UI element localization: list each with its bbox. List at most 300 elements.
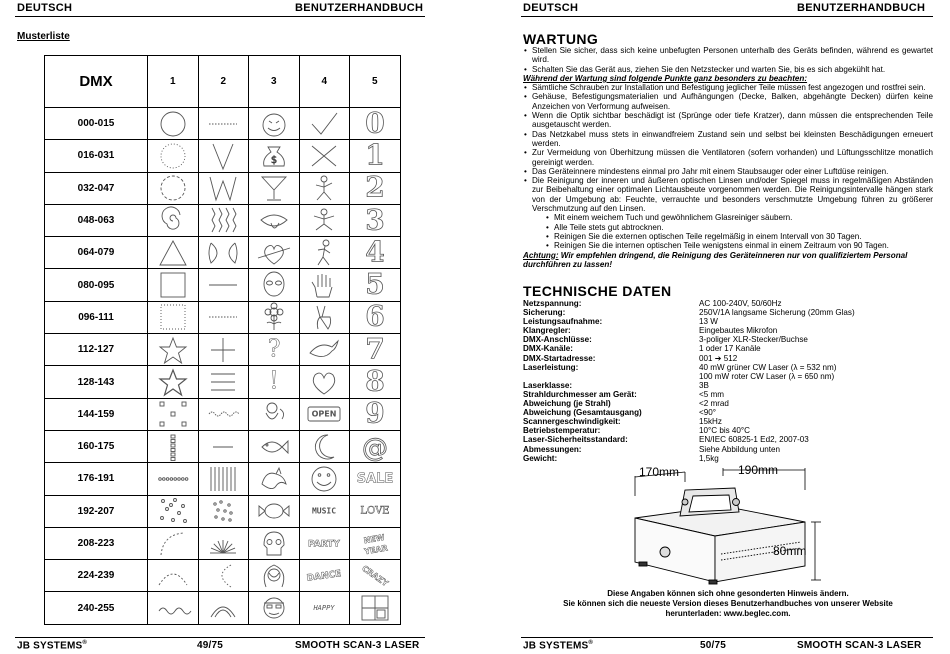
sub-list-item: • Mit einem weichem Tuch und gewöhnlichem Glasreiniger säubern. [523,213,933,222]
dmx-range: 240-255 [45,592,148,624]
pattern-cell [350,527,401,559]
scattered-dots-icon [153,496,193,526]
pattern-cell [299,108,350,140]
left-footer-product: SMOOTH SCAN-3 LASER [295,640,420,651]
pattern-cell [249,430,300,462]
svg-text:3: 3 [365,205,385,236]
svg-text:CRAZY: CRAZY [359,563,390,589]
pattern-cell [299,592,350,624]
spec-value: Siehe Abbildung unten [699,444,781,454]
horizontal-line-icon [203,270,243,300]
hand-icon [304,270,344,300]
note-text: Wir empfehlen dringend, die Reinigung des Geräteinneren nur von qualifiziertem Personal durchführen zu lassen! [523,250,908,269]
pattern-cell [198,366,249,398]
arc-dots-icon [153,529,193,559]
spec-value: 40 mW grüner CW Laser (λ = 532 nm) [699,362,837,372]
spec-row [523,417,939,426]
pattern-cell [350,560,401,592]
sale-text-icon [355,464,395,494]
pattern-cell [198,463,249,495]
pattern-cell [148,301,199,333]
spec-value: 3B [699,380,709,390]
pattern-cell [299,463,350,495]
question-mark-icon [254,335,294,365]
pattern-cell [249,301,300,333]
dmx-range: 224-239 [45,560,148,592]
dmx-range: 192-207 [45,495,148,527]
pattern-cell [148,560,199,592]
pattern-cell [249,334,300,366]
parallel-lines-icon [203,367,243,397]
digit-3-icon [355,206,395,236]
table-row [45,560,401,592]
list-item: • Das Geräteinnere mindestens einmal pro Jahr mit einem Staubsauger oder einer Luftdüse reinigen. [523,167,933,176]
list-item: • Wenn die Optik sichtbar beschädigt ist (Sprünge oder tiefe Kratzer), dann müssen die entsprechenden Teile ausgetauscht werden. [523,111,933,130]
spec-row [523,354,939,363]
pattern-cell [148,237,199,269]
arc-lines-icon [203,593,243,623]
footnote [523,589,933,619]
crescent-moon-icon [304,432,344,462]
svg-text:5: 5 [365,270,385,301]
pattern-cell [299,398,350,430]
svg-text:6: 6 [365,302,385,333]
wartung-subhead: Während der Wartung sind folgende Punkte ganz besonders zu beachten: [523,73,808,83]
pattern-cell [350,334,401,366]
wartung-list [523,46,933,269]
spec-key: DMX-Kanäle: [523,344,573,354]
table-row [45,140,401,172]
spec-row [523,344,939,353]
pattern-cell [249,398,300,430]
party-text-icon [304,529,344,559]
pattern-cell [148,108,199,140]
heart-arrow-icon [254,238,294,268]
spec-list [523,299,939,463]
cross-icon [203,335,243,365]
spec-value: <2 mrad [699,399,729,409]
zigzag-lines-icon [203,206,243,236]
digit-2-icon [355,173,395,203]
pattern-cell [299,269,350,301]
sub-list-item: • Reinigen Sie die externen optischen Teile regelmäßig in einem Intervall von 30 Tagen. [523,232,933,241]
spec-key: Abweichung (Gesamtausgang) [523,408,642,418]
pattern-cell [198,269,249,301]
vertical-dots-icon [153,432,193,462]
wartung-note [523,251,933,270]
digit-8-icon [355,367,395,397]
pattern-cell [299,334,350,366]
dot-arc-icon [203,561,243,591]
woman-face-icon [254,561,294,591]
pattern-cell [299,495,350,527]
digit-4-icon [355,238,395,268]
spec-row [523,308,939,317]
left-footer-brand: JB SYSTEMS® [17,640,87,652]
svg-text:9: 9 [365,399,385,430]
stick-figure-icon [304,173,344,203]
spec-row [523,426,939,435]
spec-value: 1 oder 17 Kanäle [699,344,761,354]
martini-glass-icon [254,173,294,203]
wartung-title: WARTUNG [523,31,599,47]
star-icon [153,335,193,365]
spec-value: EN/IEC 60825-1 Ed2, 2007-03 [699,435,809,445]
list-item: • Schalten Sie das Gerät aus, ziehen Sie den Netzstecker und warten Sie, bis es sich abgekühlt hat. [523,65,933,74]
pattern-cell [148,366,199,398]
pattern-cell [249,237,300,269]
pattern-cell [148,463,199,495]
digit-1-icon [355,141,395,171]
spec-value: 100 mW roter CW Laser (λ = 650 nm) [699,371,835,381]
spec-key: Sicherung: [523,308,566,318]
svg-text:2: 2 [365,173,385,204]
left-header-lang: DEUTSCH [17,2,73,14]
pattern-cell [350,366,401,398]
spec-value: 13 W [699,317,718,327]
table-row [45,269,401,301]
pattern-cell [350,430,401,462]
crazy-text-icon [355,561,395,591]
pattern-table [44,55,401,625]
spec-value: 250V/1A langsame Sicherung (20mm Glas) [699,308,855,318]
pumpkin-face-icon [254,109,294,139]
wave-line-icon [203,399,243,429]
spec-value: 3-poliger XLR-Stecker/Buchse [699,335,808,345]
triangle-icon [153,238,193,268]
right-header-title: BENUTZERHANDBUCH [797,2,926,14]
dmx-range: 112-127 [45,334,148,366]
dove-icon [304,335,344,365]
pattern-cell [249,204,300,236]
spec-key: Scannergeschwindigkeit: [523,417,621,427]
spec-row [523,363,939,372]
spec-row [523,445,939,454]
spec-key: DMX-Startadresse: [523,353,596,363]
happy-text-icon [304,593,344,623]
spec-row [523,335,939,344]
spec-row [523,381,939,390]
table-row [45,204,401,236]
right-footer-brand: JB SYSTEMS® [523,640,593,652]
right-footer-page: 50/75 [700,640,727,651]
table-row [45,430,401,462]
svg-text:7: 7 [365,334,385,365]
spec-key: Betriebstemperatur: [523,426,601,436]
dmx-range: 032-047 [45,172,148,204]
svg-text:HAPPY: HAPPY [313,604,335,613]
dmx-range: 000-015 [45,108,148,140]
burst-icon [203,529,243,559]
svg-text:?: ? [267,334,281,363]
pattern-cell [249,269,300,301]
pattern-cell [198,495,249,527]
spec-row [523,399,939,408]
new-year-text-icon [355,529,395,559]
svg-text:DANCE: DANCE [306,568,343,584]
spec-key: Laserleistung: [523,362,579,372]
spec-row [523,390,939,399]
wave-icon [153,593,193,623]
list-item: • Sämtliche Schrauben zur Installation und Befestigung jeglicher Teile müssen fest angezogen und rostfrei sein. [523,83,933,92]
note-label: Achtung: [523,250,559,260]
spec-value: Eingebautes Mikrofon [699,326,778,336]
svg-text:$: $ [270,154,277,166]
dot-cluster-icon [203,496,243,526]
v-shape-icon [203,141,243,171]
col-header: 3 [249,56,300,108]
pattern-cell [148,204,199,236]
pattern-cell [148,334,199,366]
pattern-cell [249,495,300,527]
pattern-cell [198,108,249,140]
laser-unit-drawing [635,488,805,584]
pattern-cell [299,366,350,398]
alien-face-icon [254,270,294,300]
open-sign-icon [304,399,344,429]
short-line-icon [203,432,243,462]
lips-tongue-icon [254,206,294,236]
pattern-cell [148,527,199,559]
sub-list-item: • Alle Teile stets gut abtrocknen. [523,223,933,232]
music-text-icon [304,496,344,526]
flower-icon [254,302,294,332]
fish-icon [254,432,294,462]
table-header-row [45,56,401,108]
svg-text:@: @ [361,433,388,462]
spec-value: 10°C bis 40°C [699,426,751,436]
spec-row [523,435,939,444]
list-item: • Zur Vermeidung von Überhitzung müssen die Ventilatoren (sofern vorhanden) und Lüftungsschlitze monatlich gereinigt werden. [523,148,933,167]
table-row [45,237,401,269]
pattern-cell [350,463,401,495]
spec-value: <5 mm [699,389,724,399]
svg-text:NEW: NEW [362,532,385,545]
pattern-cell [299,172,350,204]
dmx-range: 016-031 [45,140,148,172]
table-row [45,495,401,527]
vertical-lines-icon [203,464,243,494]
svg-text:LOVE: LOVE [360,505,390,517]
sub-list-item: • Reinigen Sie die internen optischen Teile wenigstens einmal in einem Zeitraum von 90 Tagen. [523,241,933,250]
pattern-cell [350,301,401,333]
pattern-cell [249,172,300,204]
pattern-cell [299,204,350,236]
left-footer-rule [15,637,425,638]
dmx-range: 080-095 [45,269,148,301]
footnote-line: herunterladen: www.beglec.com. [665,609,791,618]
pattern-cell [198,398,249,430]
dmx-range: 128-143 [45,366,148,398]
dmx-range: 048-063 [45,204,148,236]
dragon-icon [254,464,294,494]
pattern-cell [249,560,300,592]
list-item: • Das Netzkabel muss stets in einwandfreiem Zustand sein und selbst bei kleinsten Beschädigungen erneuert werden. [523,130,933,149]
svg-text:1: 1 [365,140,385,171]
spec-row [523,299,939,308]
pattern-cell [249,527,300,559]
pattern-cell [350,269,401,301]
pattern-cell [249,108,300,140]
pattern-cell [198,527,249,559]
pattern-cell [198,592,249,624]
dmx-range: 176-191 [45,463,148,495]
smiley-face-icon [304,464,344,494]
spec-key: Abmessungen: [523,444,582,454]
table-row [45,172,401,204]
love-text-icon [355,496,395,526]
table-row [45,366,401,398]
spiral-icon [153,206,193,236]
pattern-cell [350,592,401,624]
candy-icon [254,496,294,526]
pattern-cell [249,592,300,624]
spec-key: Laserklasse: [523,380,573,390]
pattern-cell [148,430,199,462]
spec-key: Netzspannung: [523,299,582,308]
list-item: • Gehäuse, Befestigungsmaterialien und Aufhängungen (Decke, Balken, abgehängte Decken) dürfen keine Anzeichen von Verformung aufweisen. [523,92,933,111]
w-shape-icon [203,173,243,203]
spec-row [523,326,939,335]
skull-face-icon [254,529,294,559]
dashed-circle-icon [153,173,193,203]
spec-key: Strahldurchmesser am Gerät: [523,389,637,399]
pattern-cell [299,527,350,559]
svg-text:8: 8 [365,367,385,398]
x-mark-icon [304,141,344,171]
dashed-line-icon [203,302,243,332]
right-footer-product: SMOOTH SCAN-3 LASER [797,640,922,651]
dmx-header: DMX [45,56,148,108]
spec-key: Leistungsaufnahme: [523,317,603,327]
pattern-cell [350,172,401,204]
pattern-cell [350,204,401,236]
spec-key: Laser-Sicherheitsstandard: [523,435,628,445]
table-row [45,108,401,140]
digit-9-icon [355,399,395,429]
spec-value: 1,5kg [699,453,719,463]
digit-7-icon [355,335,395,365]
svg-text:PARTY: PARTY [308,539,341,549]
cupid-icon [254,399,294,429]
pattern-cell [198,334,249,366]
at-sign-icon [355,432,395,462]
digit-6-icon [355,302,395,332]
spec-row [523,408,939,417]
svg-text:OPEN: OPEN [311,409,337,419]
svg-text:4: 4 [365,237,385,268]
spec-key [523,372,699,381]
pattern-cell [198,237,249,269]
spec-value: <90° [699,408,716,418]
footnote-line: Diese Angaben können sich ohne gesonderten Hinweis ändern. [607,589,849,598]
section-title: Musterliste [17,31,70,42]
pattern-cell [148,495,199,527]
table-row [45,301,401,333]
digit-5-icon [355,270,395,300]
pattern-cell [198,430,249,462]
peace-hand-icon [304,302,344,332]
spec-key: Abweichung (je Strahl) [523,399,611,409]
pattern-cell [299,301,350,333]
table-row [45,398,401,430]
pattern-cell [198,560,249,592]
pattern-cell [350,237,401,269]
tech-title: TECHNISCHE DATEN [523,283,672,299]
pattern-cell [148,140,199,172]
left-header-title: BENUTZERHANDBUCH [295,2,424,14]
spec-value: 15kHz [699,417,722,427]
col-header: 1 [148,56,199,108]
dmx-range: 064-079 [45,237,148,269]
svg-text:MUSIC: MUSIC [312,506,337,516]
check-mark-icon [304,109,344,139]
pattern-cell [198,204,249,236]
pattern-cell [350,108,401,140]
dotted-square-icon [153,302,193,332]
pattern-cell [350,398,401,430]
dmx-range: 208-223 [45,527,148,559]
col-header: 2 [198,56,249,108]
pattern-cell [299,430,350,462]
list-item: • Die Reinigung der inneren und äußeren optischen Linsen und/oder Spiegel muss in regelmäßigen Abständen zur Beibehaltung einer optimalen Lichtausbeute vorgenommen werden. Die Reinigungsintervalle hängen stark von der Umgebung ab: Feuchte, verrauchte und besonders verschmutzte Umgebung führen zu größerer Verschmutzung auf den Linsen. [523,176,933,213]
quadrant-box-icon [355,593,395,623]
spec-value: 001 ➔ 512 [699,353,738,363]
table-row [45,592,401,624]
dim-depth-label: 190mm [738,463,779,477]
man-face-icon [254,593,294,623]
svg-text:0: 0 [365,108,385,139]
pattern-cell [299,237,350,269]
circle-outline-icon [153,109,193,139]
digit-0-icon [355,109,395,139]
dimension-diagram [605,462,830,586]
col-header: 5 [350,56,401,108]
pattern-cell [299,140,350,172]
pattern-cell [350,495,401,527]
pattern-cell [148,398,199,430]
pattern-cell [249,140,300,172]
walking-figure-icon [304,238,344,268]
pattern-cell [148,269,199,301]
arc-dots-small-icon [153,561,193,591]
table-row [45,527,401,559]
pattern-cell [198,172,249,204]
dot-row-icon [153,464,193,494]
svg-text:!: ! [268,367,279,395]
spec-key: Gewicht: [523,453,558,463]
dance-text-icon [304,561,344,591]
dashed-line-icon [203,109,243,139]
list-item: • Stellen Sie sicher, dass sich keine unbefugten Personen unterhalb des Geräts befinden, während es gewartet wird. [523,46,933,65]
right-footer-rule [521,637,933,638]
pattern-cell [198,301,249,333]
dim-width-label: 170mm [639,465,680,479]
money-bag-icon [254,141,294,171]
spec-row [523,317,939,326]
svg-text:YEAR: YEAR [363,542,389,556]
col-header: 4 [299,56,350,108]
pattern-cell [350,140,401,172]
pattern-cell [148,592,199,624]
exclamation-mark-icon [254,367,294,397]
footnote-line: Sie können sich die neueste Version dieses Benutzerhandbuches von unserer Website [563,599,893,608]
spec-key: Klangregler: [523,326,571,336]
pattern-cell [299,560,350,592]
corner-dots-icon [153,399,193,429]
pattern-cell [249,463,300,495]
square-icon [153,270,193,300]
